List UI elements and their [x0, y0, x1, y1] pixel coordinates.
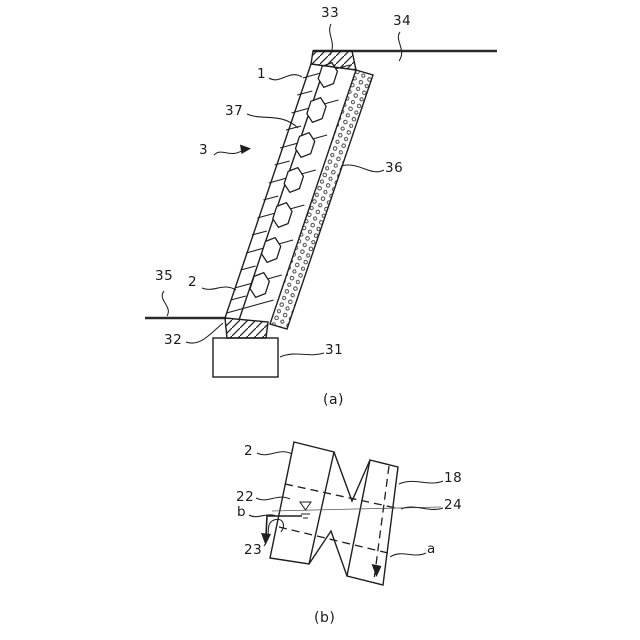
- figure-a-drawing: [145, 24, 497, 377]
- ref-label-32: 32: [164, 332, 183, 348]
- ref-label-18: 18: [444, 470, 463, 486]
- figure-a-caption: (a): [323, 392, 345, 408]
- ref-label-1: 1: [257, 66, 267, 82]
- ref-label-22: 22: [236, 489, 255, 505]
- ref-label-34: 34: [393, 13, 412, 29]
- ref-label-2a: 2: [188, 274, 198, 290]
- ref-label-3: 3: [199, 142, 209, 158]
- ref-label-a: a: [427, 541, 436, 557]
- hidden-edges: [279, 466, 396, 580]
- ref-label-33: 33: [321, 5, 340, 21]
- foundation-block: [213, 338, 278, 377]
- ref-label-23: 23: [244, 542, 263, 558]
- figure-b-leaders: [249, 452, 443, 557]
- ref-label-36: 36: [385, 160, 404, 176]
- reference-3-arrowhead: [240, 145, 251, 155]
- ref-label-37: 37: [225, 103, 244, 119]
- drain-hole-line: [374, 466, 389, 580]
- figure-b-drawing: [249, 442, 443, 585]
- ref-label-24: 24: [444, 497, 463, 513]
- block-detail-outline: [270, 442, 398, 585]
- flow-arrow-a: [372, 564, 382, 577]
- ref-label-2b: 2: [244, 443, 254, 459]
- figure-b-caption: (b): [314, 610, 336, 626]
- ref-label-35: 35: [155, 268, 174, 284]
- base-joint: [225, 318, 268, 338]
- ref-label-31: 31: [325, 342, 344, 358]
- ref-label-b: b: [237, 504, 247, 520]
- cap-block: [311, 51, 356, 70]
